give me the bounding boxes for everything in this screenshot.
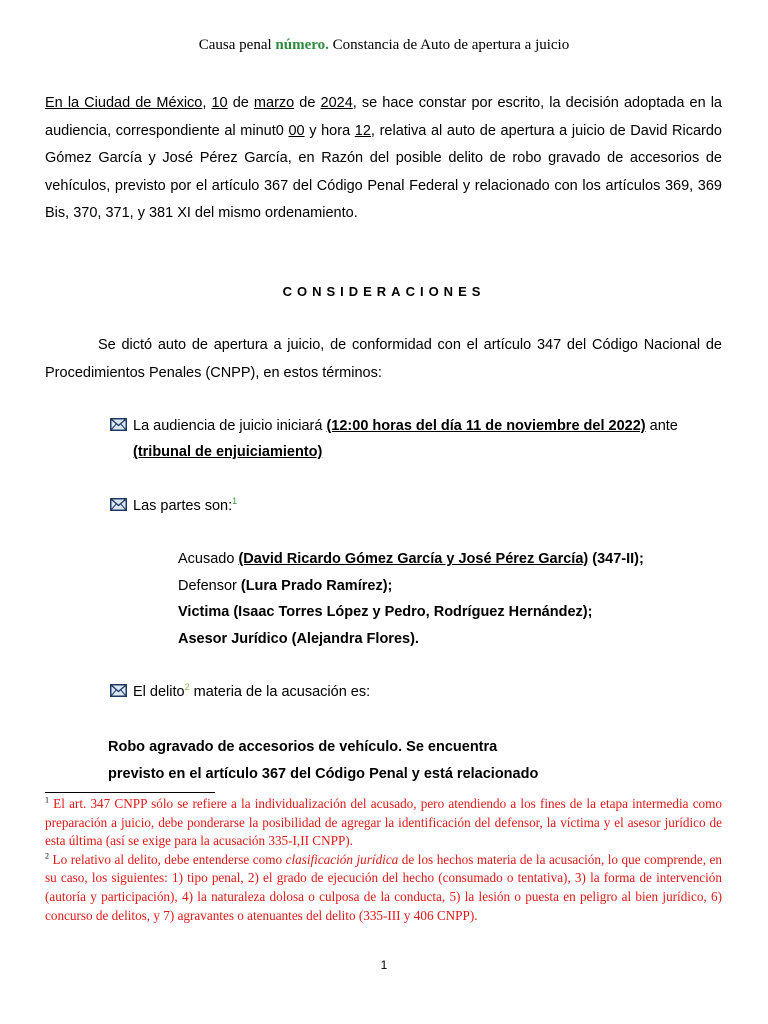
envelope-icon [110, 418, 127, 431]
footnote-number: 1 [45, 795, 49, 805]
party-defender [178, 573, 738, 600]
offense-line: previsto en el artículo 367 del Código Penal y está relacionado [108, 765, 539, 782]
footnote-ref-1[interactable]: 1 [232, 496, 238, 507]
party-victim: Victima (Isaac Torres López y Pedro, Rodríguez Hernández); [178, 604, 593, 620]
page-number: 1 [380, 958, 388, 972]
section-heading: CONSIDERACIONES [282, 284, 486, 299]
parties-list [178, 546, 738, 652]
offense-description [108, 734, 708, 787]
title-post: Constancia de Auto de apertura a juicio [328, 37, 570, 53]
intro-text: , se hace constar por escrito, la decisión adoptada en la audiencia, correspondiente al minut0 [45, 95, 722, 139]
considerations-paragraph: Se dictó auto de apertura a juicio, de conformidad con el artículo 347 del Código Nacional de Procedimientos Penales (CNPP), en estos términos: [45, 337, 722, 381]
party-label: Acusado [178, 551, 239, 567]
bullet-hearing-text: La audiencia de juicio iniciará [133, 418, 327, 434]
party-advisor: Asesor Jurídico (Alejandra Flores). [178, 630, 419, 647]
document-title [0, 37, 768, 54]
hearing-court: (tribunal de enjuiciamiento) [133, 444, 323, 460]
hearing-date: (12:00 horas del día 11 de noviembre del 2022) [326, 418, 646, 434]
bullet-parties [110, 493, 722, 519]
intro-city: En la Ciudad de México [45, 95, 203, 111]
footnote-1 [45, 795, 722, 851]
bullet-offense [110, 679, 722, 705]
intro-sep: , [202, 95, 212, 111]
intro-day: 10 [211, 95, 228, 111]
title-highlight: número. [275, 37, 329, 53]
envelope-icon [110, 684, 127, 697]
intro-year: 2024 [320, 95, 353, 111]
bullet-hearing [110, 413, 722, 465]
title-pre: Causa penal [198, 37, 276, 53]
footnotes [45, 795, 722, 925]
footnote-text: Lo relativo al delito, debe entenderse como [49, 851, 286, 867]
intro-minute: 00 [288, 122, 305, 139]
party-label: Defensor [178, 577, 241, 594]
footnote-number: 2 [45, 851, 49, 861]
party-value: (David Ricardo Gómez García y José Pérez García) [238, 551, 589, 567]
intro-de: de [294, 95, 321, 111]
bullet-offense-text: El delito [133, 684, 185, 700]
footnote-2 [45, 851, 722, 925]
intro-month: marzo [253, 95, 295, 111]
intro-text: , relativa al auto de apertura a juicio de David Ricardo Gómez García y José Pérez García, en Razón del posible delito de robo gravado de accesorios de vehículos, previsto por el artículo 367 del Código Penal Federal y relacionado con los artículos 369, 369 Bis, 370, 371, y 381 XI del mismo ordenamiento. [45, 122, 722, 221]
footnote-text: de los hechos materia de la acusación, lo que comprende, en su caso, los siguientes: 1) tipo penal, 2) el grado de ejecución del hecho (consumado o tentativa), 3) la forma de intervención (autoría y participación), 4) la naturaleza dolosa o culposa de la conducta, 5) la lesión o puesta en peligro al bien jurídico, 6) concurso de delitos, y 7) agravantes o atenuantes del delito (335-III y 406 CNPP). [45, 851, 722, 923]
footnote-italic: clasificación jurídica [285, 851, 399, 867]
party-ref: (347-II); [588, 551, 644, 567]
party-accused [178, 546, 738, 573]
envelope-icon [110, 498, 127, 511]
footnote-ref-2[interactable]: 2 [184, 682, 190, 693]
bullet-offense-text: materia de la acusación es: [189, 684, 371, 700]
intro-de: de [227, 95, 254, 111]
bullet-hearing-text: ante [645, 418, 678, 434]
offense-line: Robo agravado de accesorios de vehículo. Se encuentra [108, 739, 498, 755]
intro-text: y hora [304, 122, 355, 139]
bullet-parties-text: Las partes son: [133, 498, 233, 514]
intro-hour: 12 [354, 122, 371, 139]
intro-paragraph [45, 90, 722, 228]
party-value: (Lura Prado Ramírez); [240, 577, 393, 594]
footnote-text: El art. 347 CNPP sólo se refiere a la individualización del acusado, pero atendiendo a los fines de la etapa intermedia como preparación a juicio, debe ponderarse la posibilidad de agregar la identificación del defensor, la víctima y el asesor jurídico de esta última (así se exige para la acusación 335-I,II CNPP). [45, 796, 722, 849]
footnote-divider [45, 792, 215, 793]
